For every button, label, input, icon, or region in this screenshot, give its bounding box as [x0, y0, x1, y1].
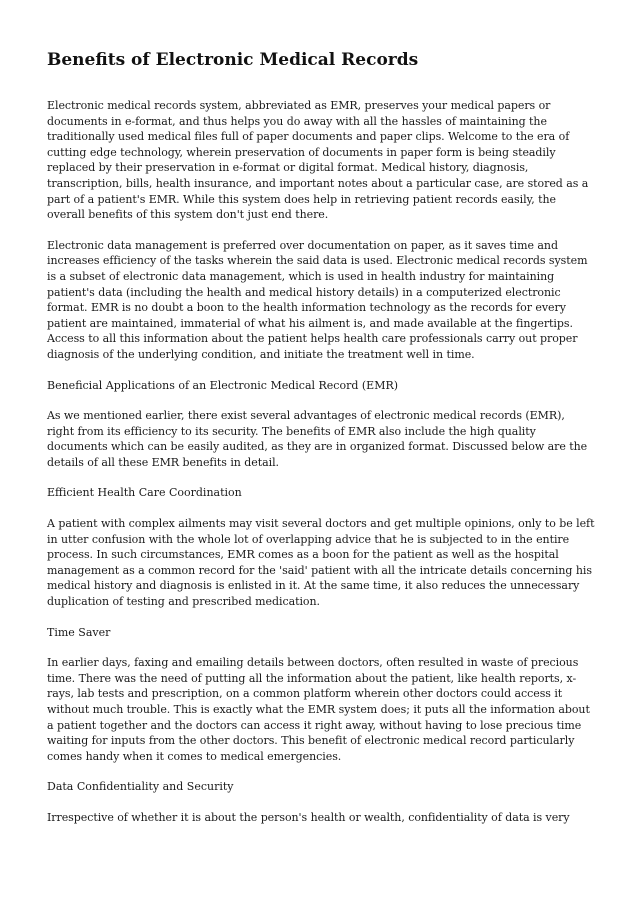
section-heading-applications: Beneficial Applications of an Electronic Medical Record (EMR) — [47, 378, 399, 392]
paragraph-data-management: Electronic data management is preferred over documentation on paper, as it saves time and increases efficiency of the tasks wherein the said data is used. Electronic medical records system is a subset of electronic data management, which is used in health industry for maintaining patient's data (including the health and medical history details) in a computerized electronic format. EMR is no doubt a boon to the health information technology as the records for every patient are maintained, immaterial of what his ailment is, and made available at the fingertips. Access to all this information about the patient helps health care professionals carry out proper diagnosis of the underlying condition, and initiate the treatment well in time. — [47, 238, 588, 361]
paragraph-applications: As we mentioned earlier, there exist several advantages of electronic medical records (EMR), right from its efficiency to its security. The benefits of EMR also include the high quality documents which can be easily audited, as they are in organized format. Discussed below are the details of all these EMR benefits in detail. — [47, 409, 588, 469]
paragraph-intro: Electronic medical records system, abbreviated as EMR, preserves your medical papers or documents in e-format, and thus helps you do away with all the hassles of maintaining the traditionally used medical files full of paper documents and paper clips. Welcome to the era of cutting edge technology, wherein preservation of documents in paper form is being steadily replaced by their preservation in e-format or digital format. Medical history, diagnosis, transcription, bills, health insurance, and important notes about a particular case, are stored as a part of a patient's EMR. While this system does help in retrieving patient records easily, the overall benefits of this system don't just end there. — [47, 99, 589, 222]
section-heading-coordination: Efficient Health Care Coordination — [47, 486, 242, 500]
paragraph-time-saver: In earlier days, faxing and emailing details between doctors, often resulted in waste of precious time. There was the need of putting all the information about the patient, like health reports, x-rays, lab tests and prescription, on a common platform wherein other doctors could access it without much trouble. This is exactly what the EMR system does; it puts all the information about a patient together and the doctors can access it right away, without having to lose precious time waiting for inputs from the other doctors. This benefit of electronic medical record particularly comes handy when it comes to medical emergencies. — [47, 656, 590, 763]
document-page — [47, 49, 595, 841]
section-heading-time-saver: Time Saver — [47, 625, 111, 639]
section-heading-confidentiality: Data Confidentiality and Security — [47, 780, 234, 794]
paragraph-confidentiality: Irrespective of whether it is about the person's health or wealth, confidentiality of data is very — [47, 810, 570, 824]
document-title: Benefits of Electronic Medical Records — [47, 50, 419, 70]
paragraph-coordination: A patient with complex ailments may visit several doctors and get multiple opinions, only to be left in utter confusion with the whole lot of overlapping advice that he is subjected to in the entire process. In such circumstances, EMR comes as a boon for the patient as well as the hospital management as a common record for the 'said' patient with all the intricate details concerning his medical history and diagnosis is enlisted in it. At the same time, it also reduces the unnecessary duplication of testing and prescribed medication. — [47, 517, 595, 609]
